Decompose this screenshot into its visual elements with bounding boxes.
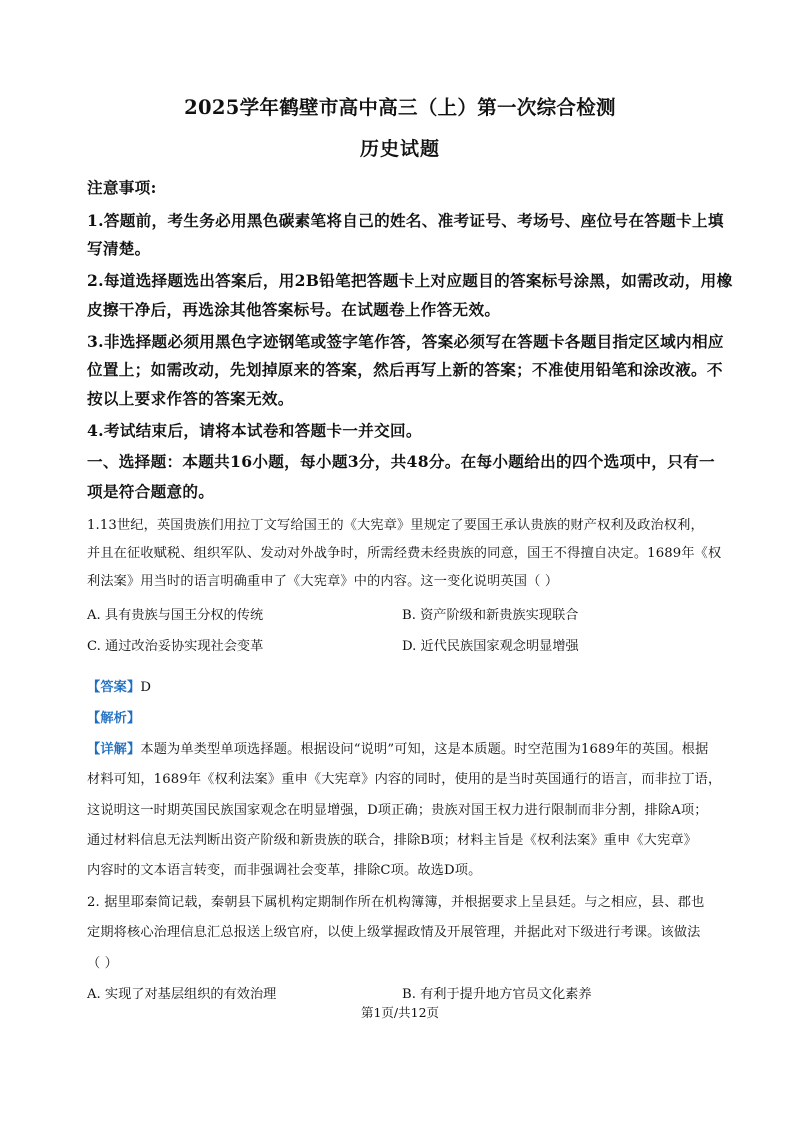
answer-value: D <box>140 680 152 695</box>
detail-line-1 <box>87 738 708 757</box>
question-1-option-a: A. 具有贵族与国王分权的传统 <box>87 608 264 623</box>
subject-title: 历史试题 <box>359 138 440 160</box>
notice-heading: 注意事项: <box>87 178 157 197</box>
question-1-option-d: D. 近代民族国家观念明显增强 <box>402 639 579 654</box>
notice-item-1-line-2: 写清楚。 <box>87 239 151 258</box>
notice-item-3-line-2: 位置上；如需改动，先划掉原来的答案，然后再写上新的答案；不准使用铅笔和涂改液。不 <box>87 360 723 379</box>
question-1-line-1: 1.13世纪，英国贵族们用拉丁文写给国王的《大宪章》里规定了要国王承认贵族的财产权利及政治权利， <box>87 518 704 533</box>
question-1-option-c: C. 通过改治妥协实现社会变革 <box>87 639 264 654</box>
notice-item-2-line-1: 2.每道选择题选出答案后，用2B铅笔把答题卡上对应题目的答案标号涂黑，如需改动，用橡 <box>87 271 733 290</box>
question-1-line-2: 并且在征收赋税、组织军队、发动对外战争时，所需经费未经贵族的同意，国王不得擅自决定。1689年《权 <box>87 546 722 561</box>
question-2-line-2: 定期将核心治理信息汇总报送上级官府，以使上级掌握政情及开展管理，并据此对下级进行考课。该做法 <box>87 925 701 940</box>
notice-item-1-line-1: 1.答题前，考生务必用黑色碳素笔将自己的姓名、准考证号、考场号、座位号在答题卡上填 <box>87 211 724 230</box>
detail-text-1: 本题为单类型单项选择题。根据设问“说明”可知，这是本质题。时空范围为1689年的英国。根据 <box>140 742 709 757</box>
question-2-option-a: A. 实现了对基层组织的有效治理 <box>87 987 277 1002</box>
analysis-line <box>87 707 140 726</box>
notice-item-3-line-3: 按以上要求作答的答案无效。 <box>87 389 294 408</box>
detail-line-3: 这说明这一时期英国民族国家观念在明显增强，D项正确；贵族对国王权力进行限制而非分割，排除A项； <box>87 803 708 818</box>
detail-line-5: 内容时的文本语言转变，而非强调社会变革，排除C项。故选D项。 <box>87 863 482 878</box>
answer-label: 【答案】 <box>87 680 141 695</box>
question-2-option-b: B. 有利于提升地方官员文化素养 <box>402 987 592 1002</box>
detail-label: 【详解】 <box>87 742 141 757</box>
analysis-label: 【解析】 <box>87 711 141 726</box>
notice-item-3-line-1: 3.非选择题必须用黑色字迹钢笔或签字笔作答，答案必须写在答题卡各题目指定区域内相应 <box>87 332 724 351</box>
question-1-line-3: 利法案》用当时的语言明确重申了《大宪章》中的内容。这一变化说明英国（ ） <box>87 574 559 589</box>
detail-line-4: 通过材料信息无法判断出资产阶级和新贵族的联合，排除B项；材料主旨是《权利法案》重申《大宪章》 <box>87 833 698 848</box>
page-number: 第1页/共12页 <box>360 1005 440 1020</box>
page-title: 2025学年鹤壁市高中高三（上）第一次综合检测 <box>184 96 616 119</box>
question-2-line-3: （ ） <box>87 956 119 971</box>
question-2-line-1: 2. 据里耶秦简记载，秦朝县下属机构定期制作所在机构簿簿，并根据要求上呈县廷。与之相应，县、郡也 <box>87 895 705 910</box>
question-1-option-b: B. 资产阶级和新贵族实现联合 <box>402 608 579 623</box>
section-heading-line-2: 项是符合题意的。 <box>87 482 215 501</box>
section-heading-line-1: 一、选择题：本题共16小题，每小题3分，共48分。在每小题给出的四个选项中，只有一 <box>87 452 715 471</box>
notice-item-2-line-2: 皮擦干净后，再选涂其他答案标号。在试题卷上作答无效。 <box>87 300 501 319</box>
detail-line-2: 材料可知，1689年《权利法案》重申《大宪章》内容的同时，使用的是当时英国通行的语言，而非拉丁语， <box>87 772 722 787</box>
notice-item-4: 4.考试结束后，请将本试卷和答题卡一并交回。 <box>87 421 422 440</box>
answer-line <box>87 676 151 695</box>
